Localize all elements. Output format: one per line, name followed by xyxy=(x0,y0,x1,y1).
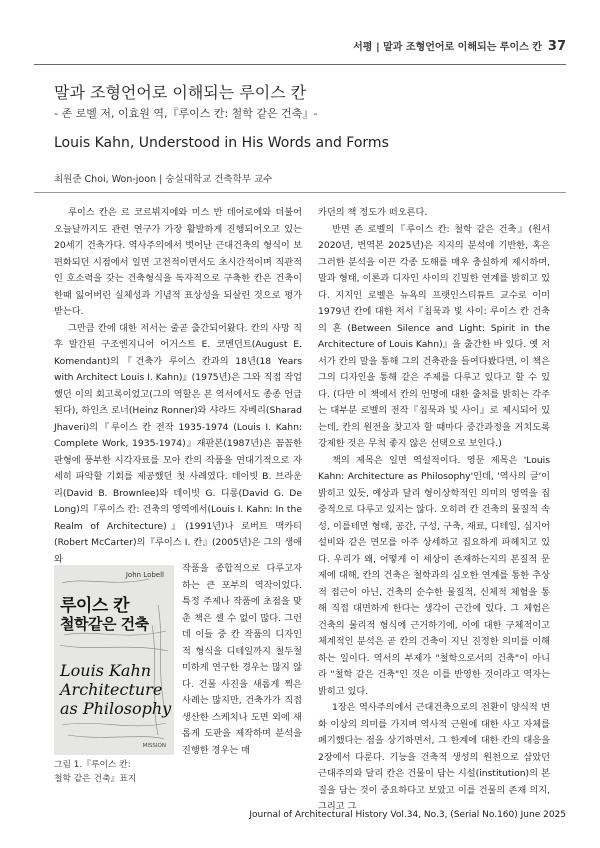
header-rule xyxy=(34,64,566,65)
left-paragraph-1: 루이스 칸은 르 코르뷔지에와 미스 반 데어로에와 더불어 오늘날까지도 관련 연구가 가장 활발하게 진행되어오고 있는 20세기 건축가다. 역사주의에서 벗어난 근대건축의 형식이 보편화되던 시점에서 일면 고전적이면서도 초시간적이며 직관적인 호소력을 갖는 건축형식을 독자적으로 구축한 칸은 건축이 한때 잃어버린 실체성과 기념적 표상성을 되살린 것으로 평가받는다. xyxy=(54,207,302,317)
cover-title-en xyxy=(60,661,171,718)
wrap-column xyxy=(182,561,302,759)
figure-caption-line-1: 그림 1.『루이스 칸: xyxy=(54,760,131,770)
journal-footer: Journal of Architectural History Vol.34, No.3, (Serial No.160) June 2025 xyxy=(249,810,566,820)
cover-title-ko-2: 철학같은 건축 xyxy=(60,615,149,633)
cover-title-en-1: Louis Kahn xyxy=(60,661,152,680)
figure-caption-line-2: 철학 같은 건축』표지 xyxy=(54,774,137,784)
figure-caption xyxy=(54,758,174,786)
cover-title-ko-1: 루이스 칸 xyxy=(60,596,130,616)
left-paragraph-2: 그만큼 칸에 대한 저서는 줄곧 출간되어왔다. 칸의 사망 직후 발간된 구조엔지니어 어거스트 E. 코멘던트(August E. Komendant)의『건축가 루이스 칸과의 18년(18 Years with Architect Louis I. Kahn)』(1975년)은 그와 직접 작업했던 이의 회고록이었고(그의 역할은 본 역서에서도 종종 언급된다), 하인츠 로너(Heinz Ronner)와 샤라드 자베리(Sharad Jhaveri)의『루이스 칸 전작 1935-1974 (Louis I. Kahn: Complete Work, 1935-1974)』재판본(1987년)은 꼼꼼한 판형에 풍부한 시각자료를 모아 칸의 작품을 연대기적으로 자세히 파악할 기회를 제공했던 첫 사례였다. 데이빗 B. 브라운리(David B. Brownlee)와 데이빗 G. 디롱(David G. De Long)의『루이스 칸: 건축의 영역에서(Louis I. Kahn: In the Realm of Architecture)』(1991년)나 로버트 맥카티(Robert McCarter)의『루이스 I. 칸』(2005년)은 그의 생애와 xyxy=(54,322,302,565)
running-head xyxy=(353,38,566,54)
right-column xyxy=(318,205,550,816)
author-line: 최원준 Choi, Won-joon | 숭실대학교 건축학부 교수 xyxy=(54,174,273,185)
title-subtitle: - 존 로벨 저, 이효원 역,『루이스 칸: 철학 같은 건축』- xyxy=(54,107,318,120)
book-cover-figure xyxy=(54,565,174,755)
right-paragraph-3: 책의 제목은 일면 역설적이다. 영문 제목은 'Louis Kahn: Architecture as Philosophy'인데, '역사의 글'이 밝히고 있듯, 예상과 달리 형이상학적인 의미의 영역을 집중적으로 다루고 있지는 않다. 오히려 칸 건축의 물질적 속성, 이를테면 형태, 공간, 구성, 구축, 재료, 디테일, 심지어 설비와 같은 면모를 아주 상세하고 집요하게 파헤치고 있다. 우리가 왜, 어떻게 이 세상이 존재하는지의 본질적 문제에 대해, 칸의 건축은 철학과의 심오한 연계를 통한 추상적 접근이 아닌, 건축의 순수한 물질적, 신체적 체험을 통해 직접 대면하게 한다는 생각이 근간에 있다. 그 체험은 건축의 물리적 형식에 근거하기에, 이에 대한 구체적이고 체계적인 분석은 곧 칸의 건축이 지닌 진정한 의미를 이해하는 일이다. 역서의 부제가 "철학으로서의 건축"이 아니라 "철학 같은 건축"인 것은 이를 반영한 것이라고 역자는 밝히고 있다. xyxy=(318,454,550,697)
right-paragraph-2: 반면 존 로벨의『루이스 칸: 철학 같은 건축』(원서 2020년, 번역본 2025년)은 지지의 분석에 기반한, 혹은 그러한 분석을 이끈 각종 도해를 매우 충실하게 제시하며, 말과 형태, 이론과 디자인 사이의 긴밀한 연계를 밝히고 있다. 지지인 로벨은 뉴욕의 프랫인스티튜트 교수로 이미 1979년 칸에 대한 저서『침묵과 빛 사이: 루이스 칸 건축의 혼 (Between Silence and Light: Spirit in the Architecture of Louis Kahn)』을 출간한 바 있다. 옛 저서가 칸의 말을 통해 그의 건축관을 들여다봤다면, 이 책은 그의 디자인을 통해 같은 주제를 다루고 있다고 할 수 있다. (다만 이 책에서 칸의 언명에 대한 출처를 밝히는 각주는 대부분 로벨의 전작『침묵과 빛 사이』로 제시되어 있는데, 칸의 원전을 찾고자 할 때마다 중간과정을 거치도록 강제한 것은 무척 좋지 않은 선택으로 보인다.) xyxy=(318,223,550,449)
right-paragraph-4: 1장은 역사주의에서 근대건축으로의 전환이 양식적 변화 이상의 의미를 가지며 역사적 근원에 대한 사고 자체를 폐기했다는 점을 상기하면서, 그 한계에 대한 칸의 대응을 2장에서 다룬다. 기능을 건축적 생성의 원천으로 삼았던 근대주의와 달리 칸은 건물이 담는 시설(institution)의 본질을 담는 것이 중요하다고 보았고 이를 건물의 존재 의지, 그리고 그 xyxy=(318,702,550,812)
title-korean: 말과 조형언어로 이해되는 루이스 칸 xyxy=(54,83,307,102)
wrap-paragraph: 작품을 종합적으로 다루고자 하는 큰 포부의 역작이었다. 특정 주제나 작품에 초점을 맞춘 책은 셀 수 없이 많다. 그런데 이들 중 칸 작품의 디자인적 형식을 디테일까지 철두철미하게 연구한 경우는 많지 않다. 건물 사진을 새롭게 찍은 사례는 많지만, 건축가가 직접 생산한 스케치나 도면 외에 새롭게 도판을 제작하며 분석을 진행한 경우는 매 xyxy=(182,563,302,756)
cover-publisher: MISSION xyxy=(142,743,166,749)
right-paragraph-1: 카던의 책 정도가 떠오른다. xyxy=(318,207,428,218)
page-number: 37 xyxy=(547,39,566,54)
running-head-text: 서평 | 말과 조형언어로 이해되는 루이스 칸 xyxy=(353,42,542,53)
cover-author-name: John Lobell xyxy=(125,571,164,579)
title-english: Louis Kahn, Understood in His Words and Forms xyxy=(54,135,389,151)
author-rule xyxy=(34,192,566,193)
title-block xyxy=(54,80,554,151)
left-column xyxy=(54,205,302,568)
cover-title-en-2: Architecture xyxy=(60,680,163,699)
cover-title-en-3: as Philosophy xyxy=(60,699,172,718)
